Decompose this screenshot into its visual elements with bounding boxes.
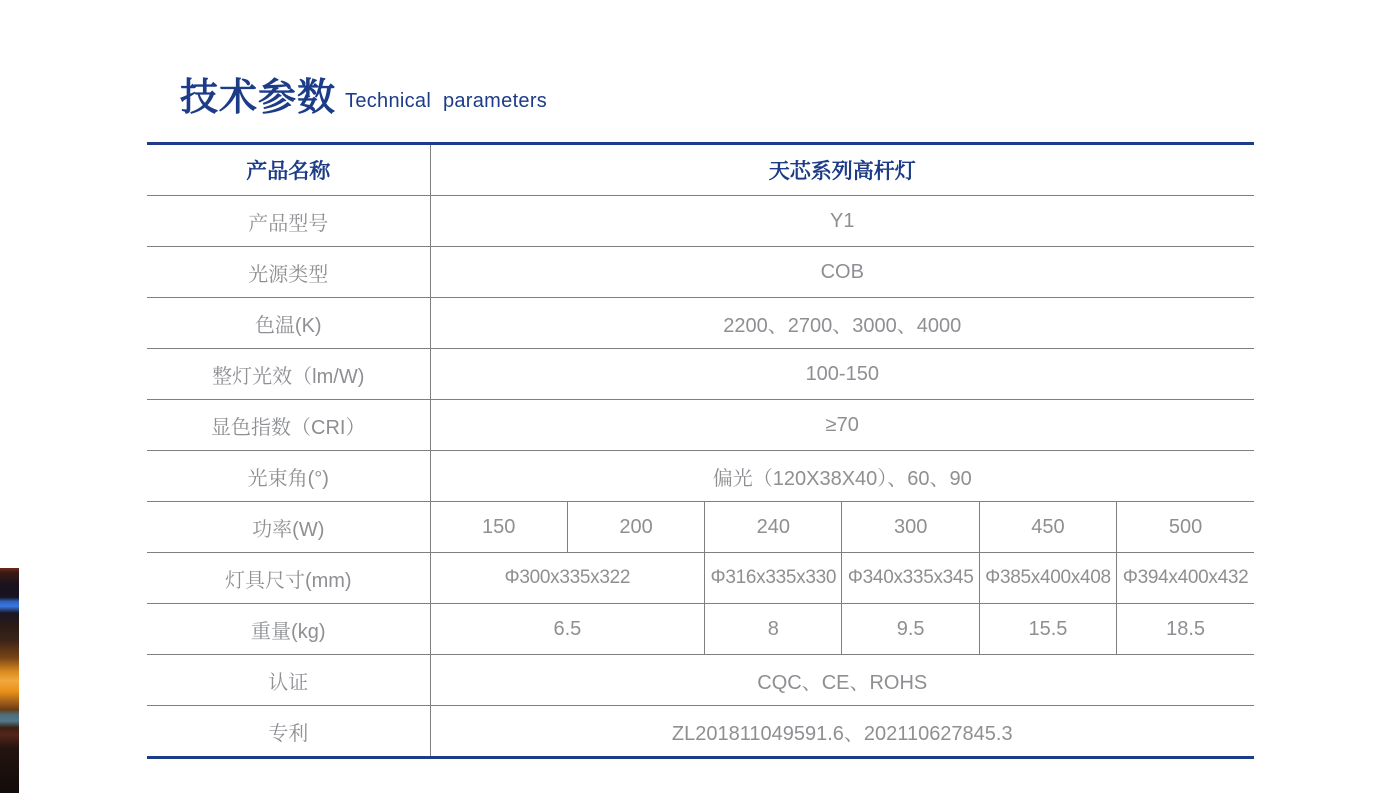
page-title: 技术参数 <box>180 77 337 119</box>
power-cell-5: 450 <box>979 502 1116 553</box>
size-cell-3: Φ340x335x345 <box>842 553 979 604</box>
row-value-cri: ≥70 <box>430 400 1254 451</box>
row-value-light-source: COB <box>430 247 1254 298</box>
page-subtitle: Technical parameters <box>345 90 548 112</box>
weight-cell-1: 6.5 <box>430 604 705 655</box>
weight-cell-5: 18.5 <box>1117 604 1254 655</box>
row-value-beam-angle: 偏光（120X38X40）、60、90 <box>430 451 1254 502</box>
row-value-model: Y1 <box>430 196 1254 247</box>
table-row-weight <box>147 604 1254 655</box>
row-label-beam-angle: 光束角(°) <box>147 451 430 502</box>
row-label-color-temp: 色温(K) <box>147 298 430 349</box>
row-label-light-source: 光源类型 <box>147 247 430 298</box>
power-cell-4: 300 <box>842 502 979 553</box>
size-cell-2: Φ316x335x330 <box>705 553 842 604</box>
row-label-certification: 认证 <box>147 655 430 706</box>
power-cell-1: 150 <box>430 502 567 553</box>
size-cell-4: Φ385x400x408 <box>979 553 1116 604</box>
table-row-product-name <box>147 144 1254 196</box>
table-row-cri <box>147 400 1254 451</box>
row-label-efficacy: 整灯光效（lm/W) <box>147 349 430 400</box>
spec-table <box>147 142 1254 759</box>
row-value-color-temp: 2200、2700、3000、4000 <box>430 298 1254 349</box>
row-value-patent: ZL201811049591.6、202110627845.3 <box>671 722 1013 745</box>
power-cell-6: 500 <box>1117 502 1254 553</box>
row-label-product-name: 产品名称 <box>147 144 430 196</box>
table-row-efficacy <box>147 349 1254 400</box>
row-label-power: 功率(W) <box>147 502 430 553</box>
row-value-certification: CQC、CE、ROHS <box>430 655 1254 706</box>
table-row-model <box>147 196 1254 247</box>
weight-cell-4: 15.5 <box>979 604 1116 655</box>
row-label-patent: 专利 <box>147 706 430 758</box>
night-city-photo-strip <box>0 568 19 793</box>
row-value-product-name: 天芯系列高杆灯 <box>430 144 1254 196</box>
section-title-block <box>180 66 547 121</box>
table-row-light-source <box>147 247 1254 298</box>
table-row-patent <box>147 706 1254 758</box>
size-cell-1: Φ300x335x322 <box>430 553 705 604</box>
power-cell-2: 200 <box>567 502 704 553</box>
row-label-weight: 重量(kg) <box>147 604 430 655</box>
size-cell-5: Φ394x400x432 <box>1117 553 1254 604</box>
table-row-beam-angle <box>147 451 1254 502</box>
row-value-efficacy: 100-150 <box>430 349 1254 400</box>
weight-cell-3: 9.5 <box>842 604 979 655</box>
table-row-color-temp <box>147 298 1254 349</box>
table-row-certification <box>147 655 1254 706</box>
table-row-power <box>147 502 1254 553</box>
weight-cell-2: 8 <box>705 604 842 655</box>
row-label-size: 灯具尺寸(mm) <box>147 553 430 604</box>
power-cell-3: 240 <box>705 502 842 553</box>
row-label-model: 产品型号 <box>147 196 430 247</box>
table-row-size <box>147 553 1254 604</box>
row-label-cri: 显色指数（CRI） <box>147 400 430 451</box>
